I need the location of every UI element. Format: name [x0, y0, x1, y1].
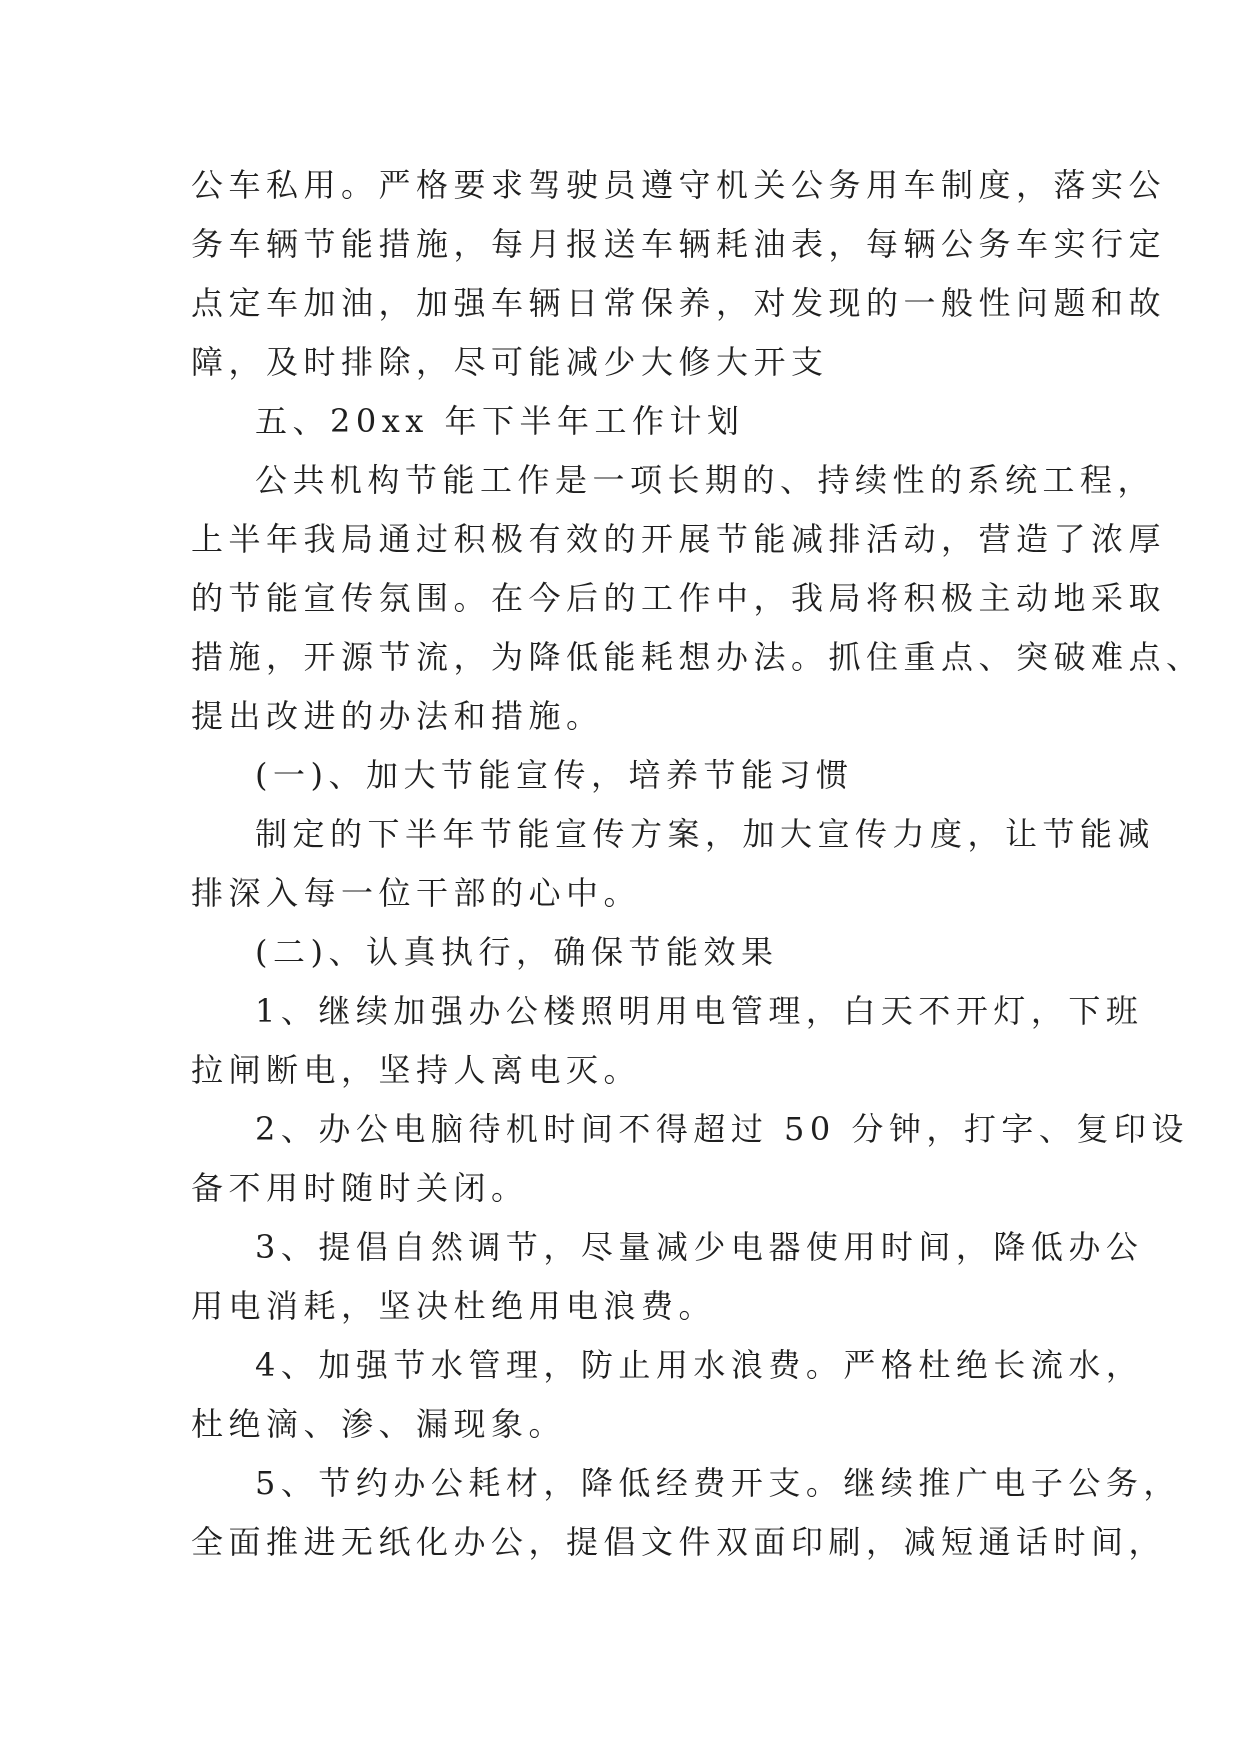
- paragraph-line: 务车辆节能措施，每月报送车辆耗油表，每辆公务车实行定: [191, 225, 1167, 263]
- list-item-line: 杜绝滴、渗、漏现象。: [191, 1405, 567, 1443]
- list-item-line: 4、加强节水管理，防止用水浪费。严格杜绝长流水，: [255, 1346, 1144, 1384]
- list-item-line: 1、继续加强办公楼照明用电管理，白天不开灯，下班: [255, 992, 1144, 1030]
- subsection-heading: (一)、加大节能宣传，培养节能习惯: [255, 756, 854, 794]
- list-item-line: 用电消耗，坚决杜绝用电浪费。: [191, 1287, 717, 1325]
- paragraph-line: 点定车加油，加强车辆日常保养，对发现的一般性问题和故: [191, 284, 1167, 322]
- list-item-line: 拉闸断电，坚持人离电灭。: [191, 1051, 642, 1089]
- paragraph-line: 措施，开源节流，为降低能耗想办法。抓住重点、突破难点、: [191, 638, 1204, 676]
- paragraph-line: 上半年我局通过积极有效的开展节能减排活动，营造了浓厚: [191, 520, 1167, 558]
- paragraph-line: 公共机构节能工作是一项长期的、持续性的系统工程，: [255, 461, 1156, 499]
- paragraph-line: 障，及时排除，尽可能减少大修大开支: [191, 343, 829, 381]
- paragraph-line: 提出改进的办法和措施。: [191, 697, 604, 735]
- list-item-line: 5、节约办公耗材，降低经费开支。继续推广电子公务，: [255, 1464, 1181, 1502]
- subsection-heading: (二)、认真执行，确保节能效果: [255, 933, 779, 971]
- paragraph-line: 的节能宣传氛围。在今后的工作中，我局将积极主动地采取: [191, 579, 1167, 617]
- paragraph-line: 公车私用。严格要求驾驶员遵守机关公务用车制度，落实公: [191, 166, 1167, 204]
- list-item-line: 3、提倡自然调节，尽量减少电器使用时间，降低办公: [255, 1228, 1144, 1266]
- list-item-line: 2、办公电脑待机时间不得超过 50 分钟，打字、复印设: [255, 1110, 1189, 1148]
- paragraph-line: 排深入每一位干部的心中。: [191, 874, 642, 912]
- list-item-line: 全面推进无纸化办公，提倡文件双面印刷，减短通话时间，: [191, 1523, 1167, 1561]
- paragraph-line: 制定的下半年节能宣传方案，加大宣传力度，让节能减: [255, 815, 1156, 853]
- document-body: [191, 156, 1204, 1572]
- section-heading: 五、20xx 年下半年工作计划: [255, 402, 745, 440]
- list-item-line: 备不用时随时关闭。: [191, 1169, 529, 1207]
